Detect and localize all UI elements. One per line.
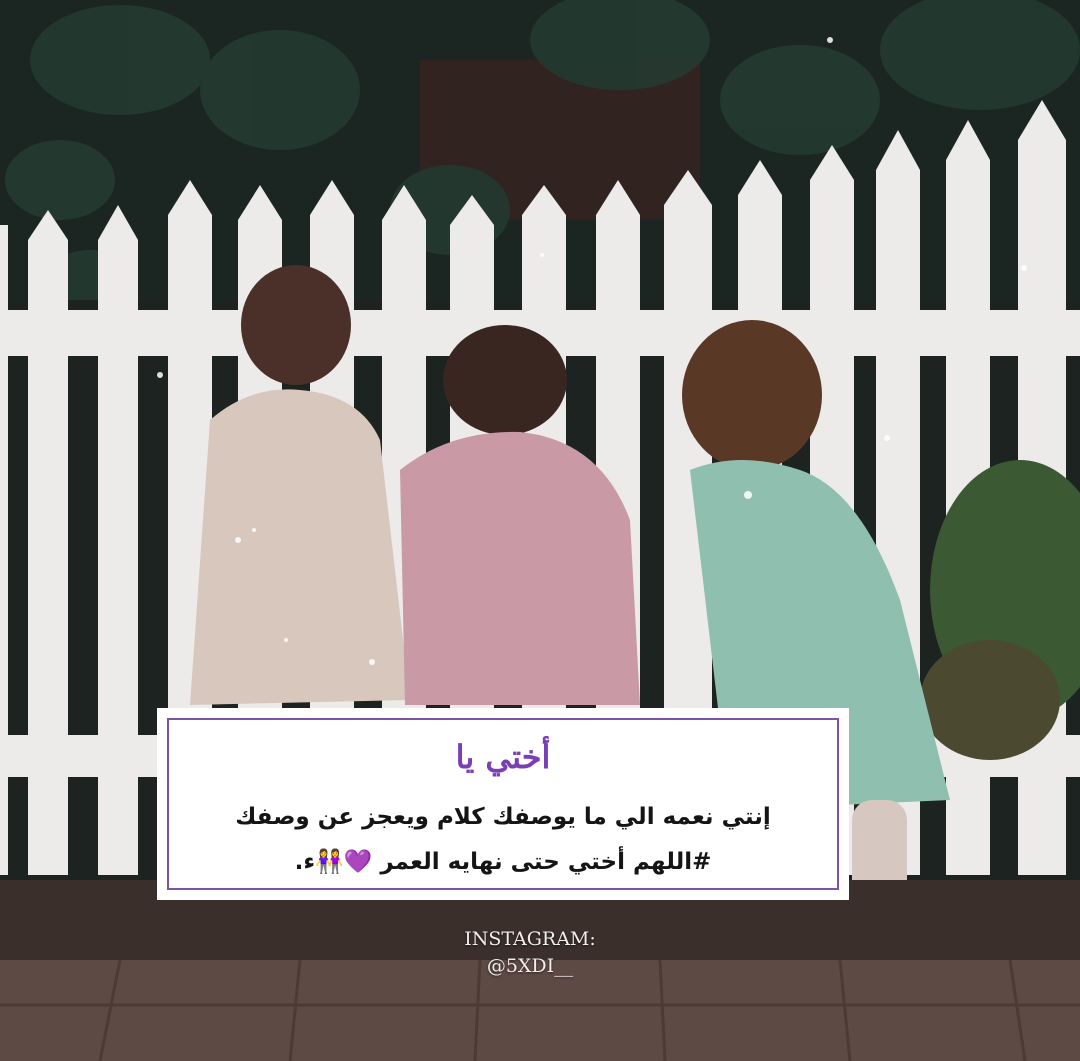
watermark-handle: @5XDI__ [486,955,574,977]
quote-line-1: إنتي نعمه الي ما يوصفك كلام ويعجز عن وصفك [235,804,771,830]
quote-card [157,708,849,900]
instagram-watermark [430,926,630,980]
quote-title: أختي يا [455,738,551,776]
quote-card-border [167,718,839,890]
quote-line-2: #اللهم أختي حتى نهايه العمر 💜👭ء. [294,849,712,875]
watermark-label: INSTAGRAM: [464,928,596,950]
